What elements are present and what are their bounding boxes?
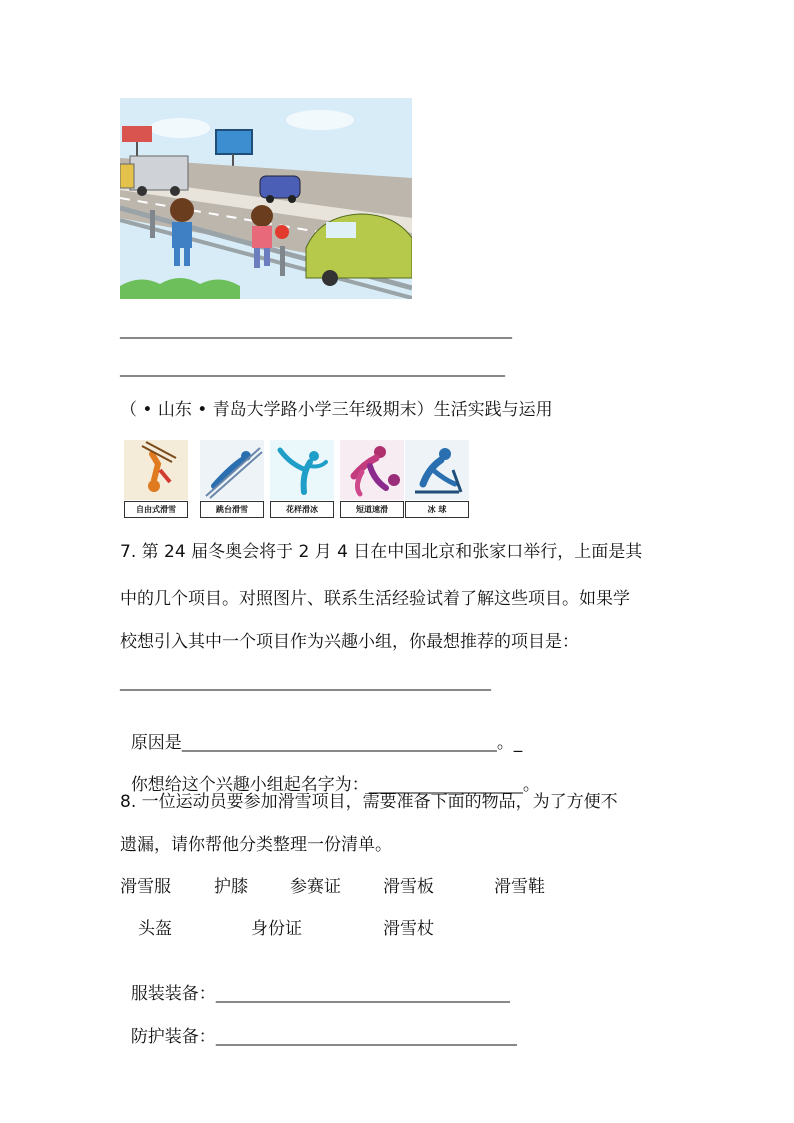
q7-reason-label: 原因是 — [130, 733, 182, 753]
q8-line-1: 8. 一位运动员要参加滑雪项目，需要准备下面的物品，为了方便不 — [120, 792, 618, 812]
q8-line-2: 遗漏，请你帮他分类整理一份清单。 — [120, 835, 392, 855]
highway-illustration — [120, 98, 412, 299]
sport-card-ice-hockey — [405, 440, 469, 518]
q7-name-end: 。 — [522, 775, 540, 795]
sport-card-ski-jumping — [200, 440, 264, 518]
answer-line-2[interactable]: _______________________________________________________ — [120, 361, 505, 377]
ice-hockey-icon — [405, 440, 469, 500]
q8-clothing-blank[interactable]: __________________________________________ — [215, 987, 510, 1003]
q8-item: 护膝 — [214, 877, 248, 897]
sport-card-figure-skating — [270, 440, 334, 518]
sport-label: 花样滑冰 — [270, 501, 334, 518]
q7-reason-row — [120, 710, 522, 755]
q7-reason-end: 。_ — [496, 733, 523, 753]
q8-protect-row — [120, 1004, 517, 1049]
q8-item: 滑雪板 — [383, 877, 434, 897]
q8-clothing-label: 服装装备： — [130, 984, 216, 1004]
q8-item: 参赛证 — [290, 877, 341, 897]
sport-card-short-track — [340, 440, 404, 518]
q7-answer-line[interactable]: _____________________________________________________ — [120, 675, 491, 691]
sport-card-freestyle-skiing — [124, 440, 188, 518]
q7-line-3: 校想引入其中一个项目作为兴趣小组，你最想推荐的项目是： — [120, 632, 579, 652]
sport-label: 自由式滑雪 — [124, 501, 188, 518]
q7-name-label: 你想给这个兴趣小组起名字为： — [130, 775, 369, 795]
ski-jumping-icon — [200, 440, 264, 500]
q8-item: 滑雪杖 — [383, 919, 434, 939]
answer-line-1[interactable]: ________________________________________________________ — [120, 323, 512, 339]
question-source: （ • 山东 • 青岛大学路小学三年级期末）生活实践与运用 — [120, 400, 553, 420]
q8-item: 身份证 — [251, 919, 302, 939]
q8-item: 头盔 — [138, 919, 172, 939]
sport-label: 跳台滑雪 — [200, 501, 264, 518]
q7-reason-blank[interactable]: _____________________________________________ — [181, 736, 497, 752]
q8-protect-blank[interactable]: ___________________________________________ — [215, 1030, 517, 1046]
q8-protect-label: 防护装备： — [130, 1027, 216, 1047]
q7-line-2: 中的几个项目。对照图片、联系生活经验试着了解这些项目。如果学 — [120, 589, 630, 609]
q7-name-blank[interactable]: ______________________ — [368, 778, 523, 794]
q8-clothing-row — [120, 961, 510, 1006]
sport-label: 冰 球 — [405, 501, 469, 518]
freestyle-skiing-icon — [124, 440, 188, 500]
q8-item: 滑雪服 — [120, 877, 171, 897]
sport-label: 短道速滑 — [340, 501, 404, 518]
figure-skating-icon — [270, 440, 334, 500]
q8-item: 滑雪鞋 — [494, 877, 545, 897]
short-track-icon — [340, 440, 404, 500]
q7-line-1: 7. 第 24 届冬奥会将于 2 月 4 日在中国北京和张家口举行，上面是其 — [120, 542, 643, 562]
